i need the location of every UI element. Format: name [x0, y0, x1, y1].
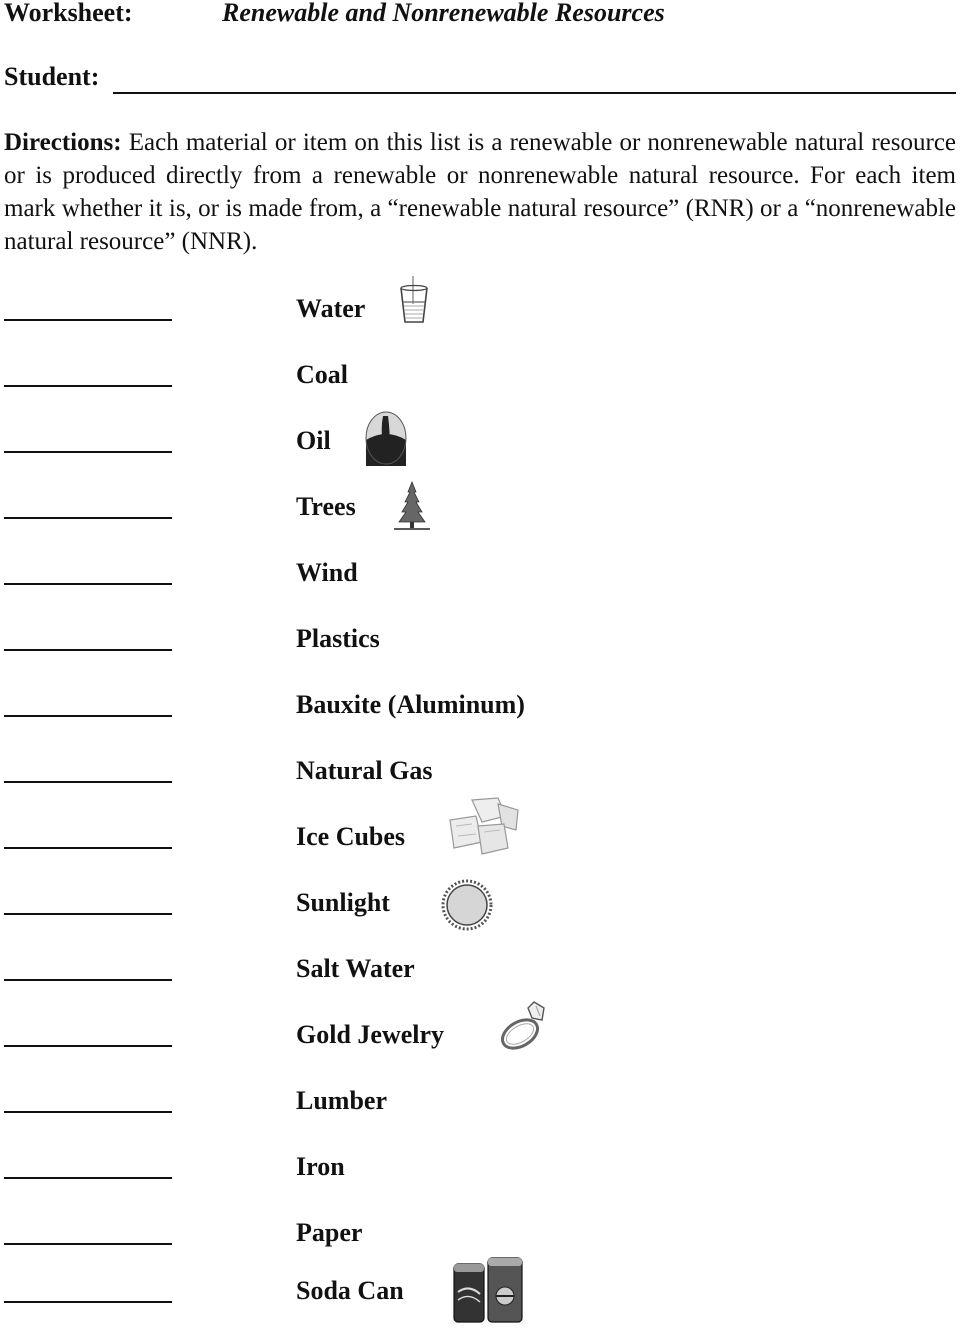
list-item [0, 878, 960, 944]
item-label: Wind [296, 558, 358, 587]
answer-blank[interactable] [4, 517, 172, 519]
item-label: Coal [296, 360, 348, 389]
answer-blank[interactable] [4, 1045, 172, 1047]
list-item [0, 812, 960, 878]
list-item [0, 944, 960, 1010]
soda-cans-icon [450, 1256, 530, 1326]
item-label: Sunlight [296, 888, 390, 917]
list-item [0, 1010, 960, 1076]
item-label: Plastics [296, 624, 380, 653]
answer-blank[interactable] [4, 913, 172, 915]
answer-blank[interactable] [4, 847, 172, 849]
worksheet-label: Worksheet: [4, 0, 133, 27]
item-label: Trees [296, 492, 356, 521]
list-item [0, 614, 960, 680]
list-item [0, 1256, 960, 1328]
item-label: Water [296, 294, 366, 323]
item-label: Natural Gas [296, 756, 433, 785]
directions-paragraph [4, 126, 956, 258]
answer-blank[interactable] [4, 649, 172, 651]
item-label: Salt Water [296, 954, 415, 983]
oil-gusher-icon [364, 410, 408, 466]
list-item [0, 1142, 960, 1208]
answer-blank[interactable] [4, 451, 172, 453]
answer-blank[interactable] [4, 583, 172, 585]
ring-icon [496, 998, 556, 1056]
answer-blank[interactable] [4, 781, 172, 783]
list-item [0, 416, 960, 482]
list-item [0, 548, 960, 614]
item-label: Ice Cubes [296, 822, 406, 851]
item-label: Bauxite (Aluminum) [296, 690, 525, 719]
water-glass-icon [396, 274, 432, 326]
item-label: Iron [296, 1152, 345, 1181]
item-label: Gold Jewelry [296, 1020, 445, 1049]
answer-blank[interactable] [4, 1301, 172, 1303]
answer-blank[interactable] [4, 1111, 172, 1113]
student-name-line[interactable] [113, 92, 956, 94]
worksheet-title: Renewable and Nonrenewable Resources [222, 0, 665, 27]
item-label: Oil [296, 426, 331, 455]
item-label: Paper [296, 1218, 363, 1247]
answer-blank[interactable] [4, 319, 172, 321]
list-item [0, 680, 960, 746]
list-item [0, 350, 960, 416]
list-item [0, 482, 960, 548]
list-item [0, 284, 960, 350]
answer-blank[interactable] [4, 715, 172, 717]
item-label: Lumber [296, 1086, 387, 1115]
answer-blank[interactable] [4, 385, 172, 387]
directions-label: Directions: [4, 129, 122, 156]
answer-blank[interactable] [4, 1243, 172, 1245]
list-item [0, 1076, 960, 1142]
student-label: Student: [4, 62, 100, 91]
answer-blank[interactable] [4, 1177, 172, 1179]
directions-text: Each material or item on this list is a renewable or nonrenewable natural resource or is produced directly from a renewable or nonrenewable natural resource. For each item mark whether it is, or is made from, a “renewable natural resource” (RNR) or a “nonrenewable natural resource” (NNR). [4, 129, 957, 255]
tree-icon [392, 480, 432, 532]
answer-blank[interactable] [4, 979, 172, 981]
ice-cubes-icon [442, 796, 524, 862]
item-label: Soda Can [296, 1276, 404, 1305]
sun-icon [440, 878, 494, 932]
worksheet-header [4, 0, 665, 28]
